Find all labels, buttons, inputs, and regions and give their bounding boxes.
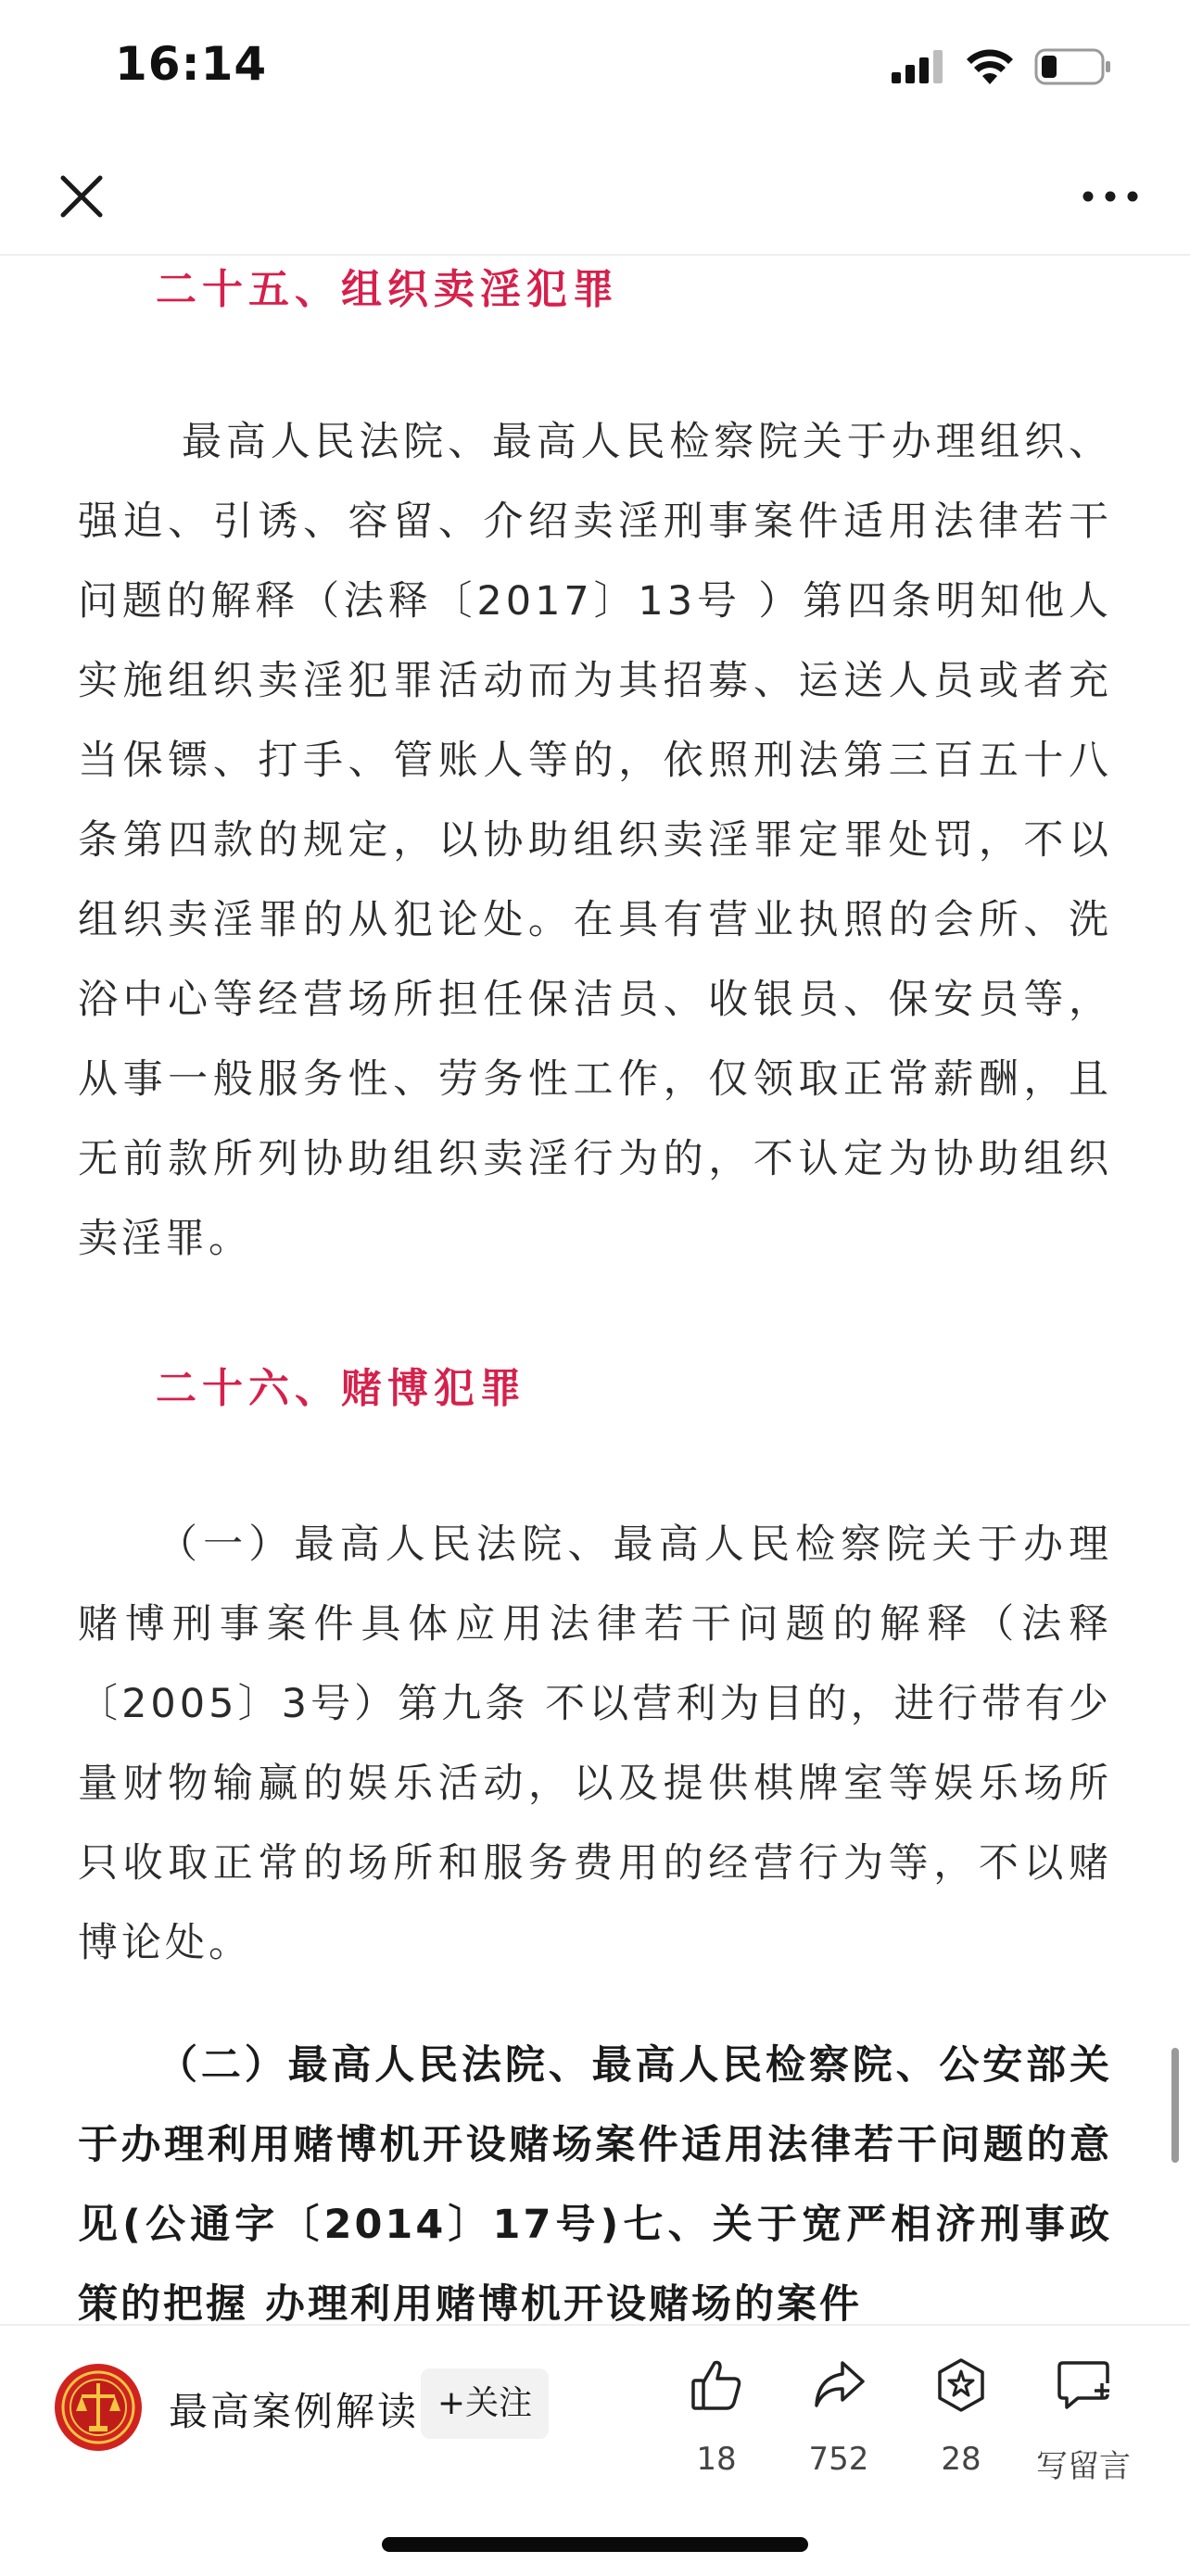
scrollbar-thumb[interactable] (1171, 2048, 1179, 2163)
battery-icon (1034, 48, 1112, 85)
share-button[interactable] (779, 2348, 899, 2487)
section-heading-25: 二十五、组织卖淫犯罪 (156, 266, 619, 313)
article-body (0, 256, 1190, 2322)
section-heading-26: 二十六、赌博犯罪 (156, 1365, 526, 1412)
status-bar (0, 0, 1190, 139)
like-icon (689, 2357, 744, 2413)
article-paragraph: 最高人民法院、最高人民检察院关于办理组织、强迫、引诱、容留、介绍卖淫刑事案件适用法律若干问题的解释（法释〔2017〕13号 ）第四条明知他人实施组织卖淫犯罪活动而为其招募、运送人员或者充当保镖、打手、管账人等的，依照刑法第三百五十八条第四款的规定，以协助组织卖淫罪定罪处罚，不以组织卖淫罪的从犯论处。在具有营业执照的会所、洗浴中心等经营场所担任保洁员、收银员、保安员等，从事一般服务性、劳务性工作，仅领取正常薪酬，且无前款所列协助组织卖淫行为的，不认定为协助组织卖淫罪。 (78, 419, 1112, 1262)
article-paragraph-bold: （二）最高人民法院、最高人民检察院、公安部关于办理利用赌博机开设赌场案件适用法律若干问题的意见(公通字〔2014〕17号)七、关于宽严相济刑事政策的把握 办理利用赌博机开设赌场的案件 (78, 2042, 1112, 2322)
status-time: 16:14 (115, 37, 268, 91)
more-icon[interactable] (1077, 167, 1144, 226)
recommend-count: 28 (941, 2441, 981, 2478)
follow-button[interactable]: +关注 (421, 2368, 549, 2439)
share-icon (811, 2357, 867, 2413)
status-icons (892, 44, 1112, 89)
recommend-button[interactable] (901, 2348, 1021, 2487)
home-indicator (382, 2537, 808, 2552)
account-name[interactable]: 最高案例解读 (169, 2389, 420, 2434)
signal-icon (892, 50, 945, 83)
wifi-icon (966, 49, 1014, 84)
nav-bar (0, 139, 1190, 256)
recommend-icon (933, 2357, 989, 2413)
share-count: 752 (808, 2441, 869, 2478)
like-count: 18 (696, 2441, 737, 2478)
comment-button[interactable] (1023, 2348, 1144, 2487)
close-icon[interactable] (52, 167, 111, 226)
comment-label: 写留言 (1036, 2448, 1131, 2485)
article-paragraph: （一）最高人民法院、最高人民检察院关于办理赌博刑事案件具体应用法律若干问题的解释（法释〔2005〕3号）第九条 不以营利为目的，进行带有少量财物输赢的娱乐活动，以及提供棋牌室等娱乐场所只收取正常的场所和服务费用的经营行为等，不以赌博论处。 (78, 1522, 1112, 1966)
avatar[interactable] (54, 2363, 143, 2452)
like-button[interactable] (656, 2348, 777, 2487)
comment-icon (1056, 2357, 1111, 2413)
